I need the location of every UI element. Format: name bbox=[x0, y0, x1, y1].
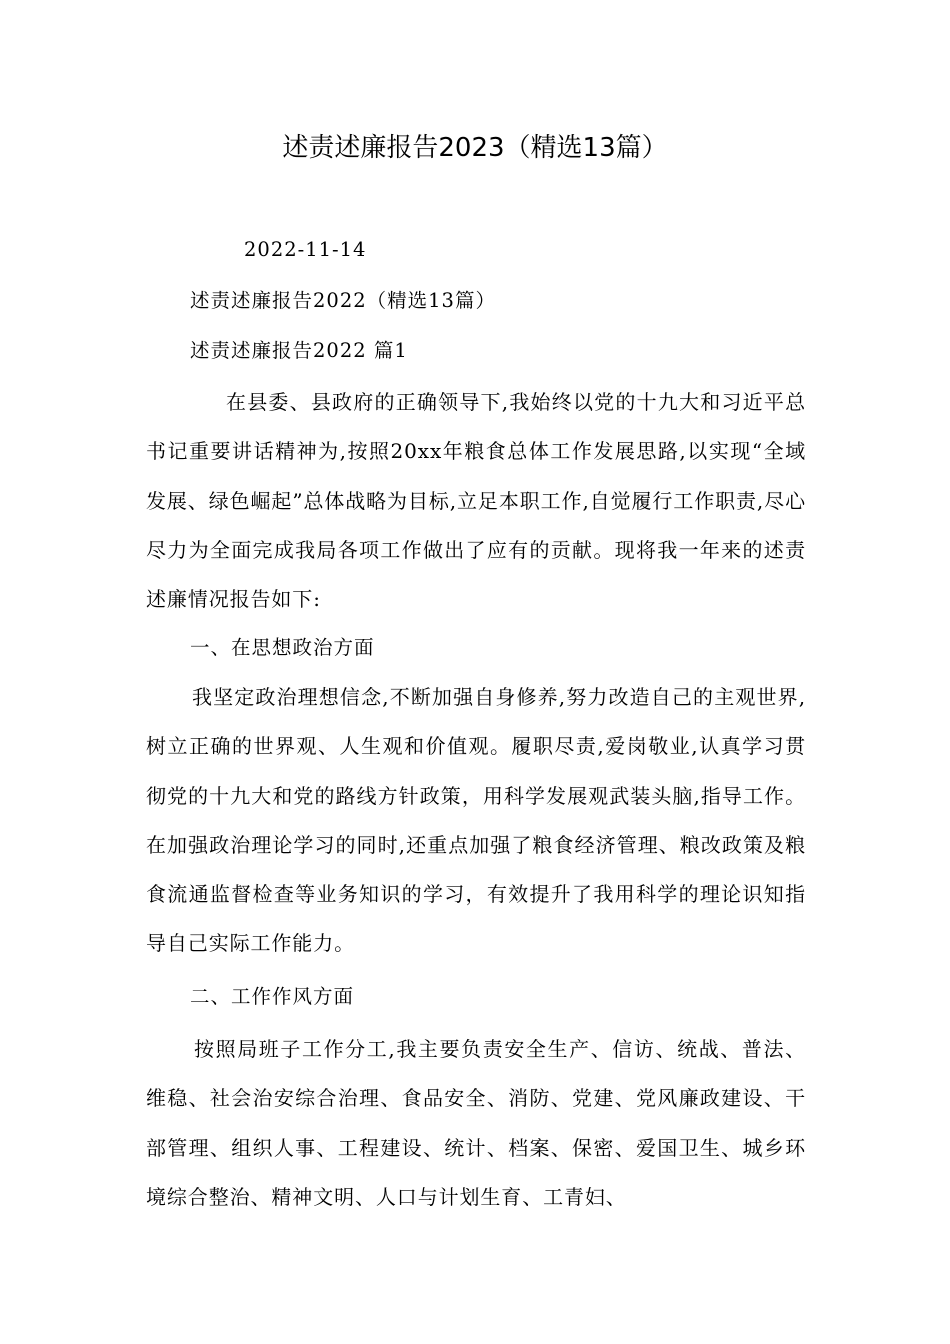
section-heading-political: 一、在思想政治方面 bbox=[190, 636, 375, 659]
paragraph-intro: 在县委、县政府的正确领导下,我始终以党的十九大和习近平总书记重要讲话精神为,按照20xx年粮食总体工作发展思路,以实现“全域发展、绿色崛起”总体战略为目标,立足本职工作,自觉履行工作职责,尽心尽力为全面完成我局各项工作做出了应有的贡献。现将我一年来的述责述廉情况报告如下: bbox=[146, 390, 806, 612]
document-subtitle: 述责述廉报告2022（精选13篇） bbox=[190, 289, 496, 312]
document-title: 述责述廉报告2023（精选13篇） bbox=[282, 133, 668, 163]
document-date: 2022-11-14 bbox=[244, 238, 367, 261]
paragraph-work-style: 按照局班子工作分工,我主要负责安全生产、信访、统战、普法、维稳、社会治安综合治理、食品安全、消防、党建、党风廉政建设、干部管理、组织人事、工程建设、统计、档案、保密、爱国卫生、城乡环境综合整治、精神文明、人口与计划生育、工青妇、 bbox=[146, 1037, 806, 1209]
section-heading-work-style: 二、工作作风方面 bbox=[190, 985, 355, 1008]
paragraph-political: 我坚定政治理想信念,不断加强自身修养,努力改造自己的主观世界,树立正确的世界观、人生观和价值观。履职尽责,爱岗敬业,认真学习贯彻党的十九大和党的路线方针政策，用科学发展观武装头脑,指导工作。在加强政治理论学习的同时,还重点加强了粮食经济管理、粮改政策及粮食流通监督检查等业务知识的学习，有效提升了我用科学的理论识知指导自己实际工作能力。 bbox=[146, 685, 806, 956]
chapter-heading: 述责述廉报告2022 篇1 bbox=[190, 339, 408, 362]
